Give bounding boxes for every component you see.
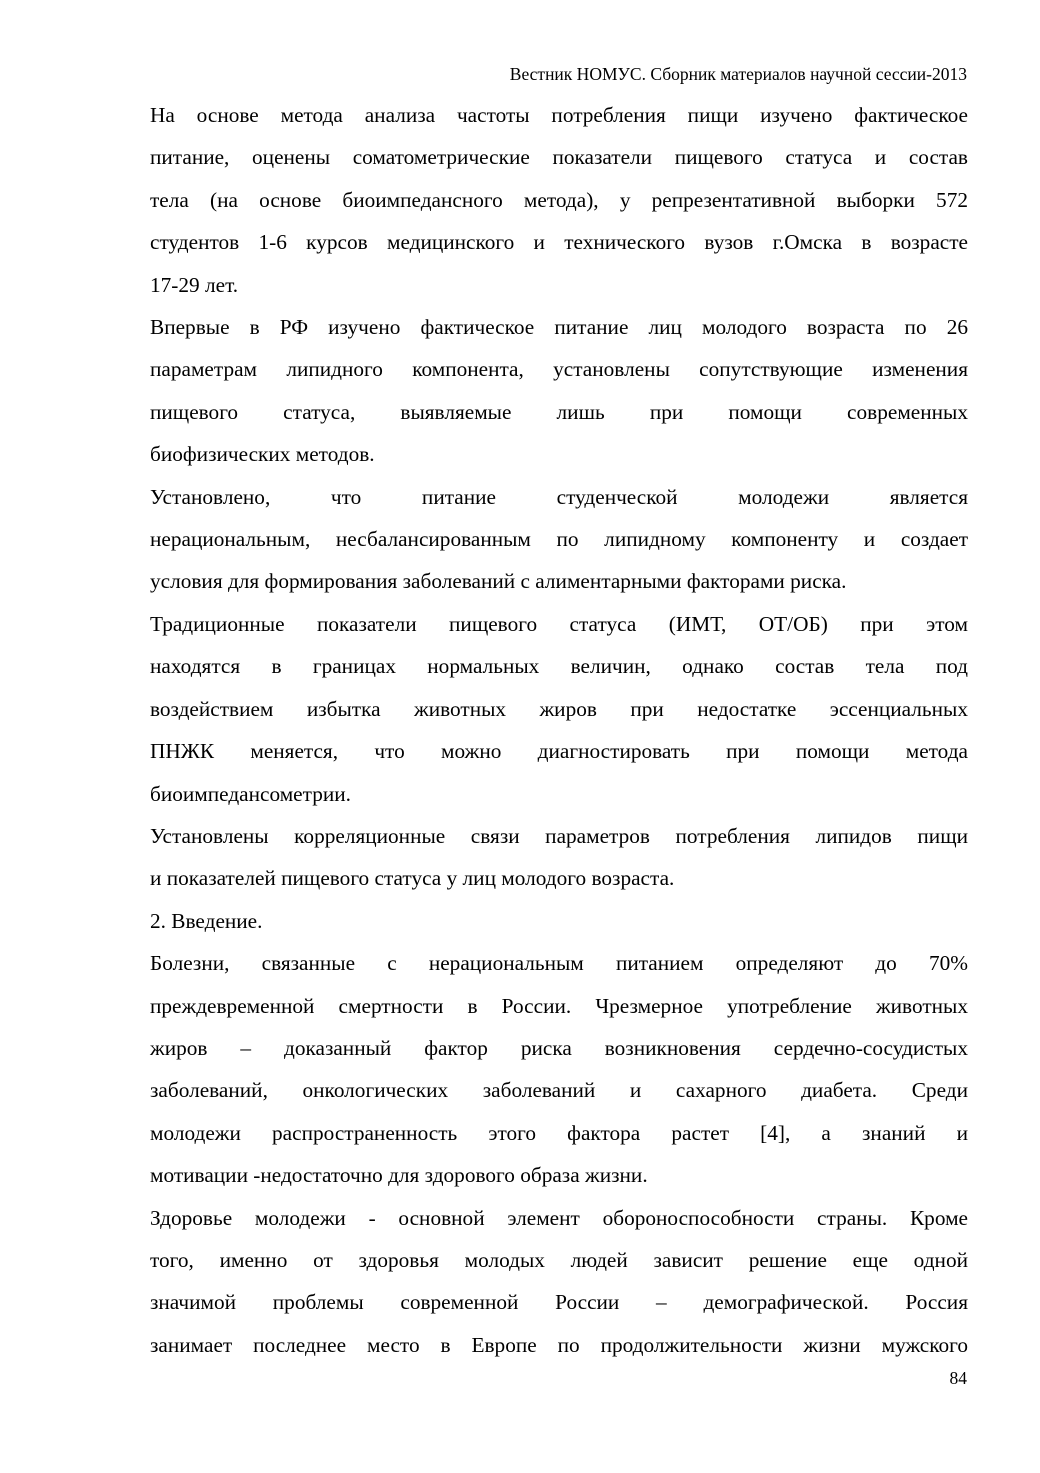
text-line: условия для формирования заболеваний с алиментарными факторами риска. — [150, 569, 847, 594]
text-line: пищевого статуса, выявляемые лишь при помощи современных — [150, 399, 968, 424]
paragraph — [150, 815, 968, 900]
text-line: заболеваний, онкологических заболеваний и сахарного диабета. Среди — [150, 1078, 968, 1103]
text-line: На основе метода анализа частоты потребления пищи изучено фактическое — [150, 103, 968, 127]
text-line: занимает последнее место в Европе по продолжительности жизни мужского — [150, 1332, 968, 1357]
text-line: Здоровье молодежи - основной элемент обороноспособности страны. Кроме — [150, 1205, 968, 1230]
text-line: того, именно от здоровья молодых людей зависит решение еще одной — [150, 1247, 968, 1272]
paragraph — [150, 1197, 968, 1367]
paragraph — [150, 942, 968, 1196]
running-header: Вестник НОМУС. Сборник материалов научной сессии-2013 — [509, 64, 967, 84]
text-line: Болезни, связанные с нерациональным питанием определяют до 70% — [150, 951, 968, 976]
body-text — [150, 94, 968, 1366]
text-line: нерациональным, несбалансированным по липидному компоненту и создает — [150, 527, 968, 552]
paragraph — [150, 603, 968, 815]
text-line: воздействием избытка животных жиров при недостатке эссенциальных — [150, 696, 968, 721]
text-line: биоимпедансометрии. — [150, 781, 351, 806]
text-line: молодежи распространенность этого фактора растет [4], а знаний и — [150, 1120, 968, 1145]
text-line: значимой проблемы современной России – демографической. Россия — [150, 1290, 968, 1315]
paragraph — [150, 94, 968, 306]
text-line: Традиционные показатели пищевого статуса (ИМТ, ОТ/ОБ) при этом — [150, 611, 968, 636]
text-line: параметрам липидного компонента, установлены сопутствующие изменения — [150, 357, 968, 382]
text-line: биофизических методов. — [150, 442, 375, 467]
text-line: Установлены корреляционные связи параметров потребления липидов пищи — [150, 823, 968, 848]
text-line: питание, оценены соматометрические показатели пищевого статуса и состав — [150, 145, 968, 170]
text-line: ПНЖК меняется, что можно диагностировать при помощи метода — [150, 739, 968, 764]
text-line: мотивации -недостаточно для здорового образа жизни. — [150, 1163, 648, 1188]
paragraph — [150, 900, 968, 942]
text-line: жиров – доказанный фактор риска возникновения сердечно-сосудистых — [150, 1035, 968, 1060]
text-line: студентов 1-6 курсов медицинского и технического вузов г.Омска в возрасте — [150, 230, 968, 255]
text-line: находятся в границах нормальных величин, однако состав тела под — [150, 654, 968, 679]
page-number: 84 — [949, 1368, 967, 1388]
paragraph — [150, 306, 968, 476]
paragraph — [150, 476, 968, 603]
text-line: 17-29 лет. — [150, 272, 239, 297]
text-line: и показателей пищевого статуса у лиц молодого возраста. — [150, 866, 675, 891]
text-line: тела (на основе биоимпедансного метода), у репрезентативной выборки 572 — [150, 187, 968, 212]
text-line: Установлено, что питание студенческой молодежи является — [150, 484, 968, 509]
text-line: Впервые в РФ изучено фактическое питание лиц молодого возраста по 26 — [150, 315, 968, 340]
text-line: преждевременной смертности в России. Чрезмерное употребление животных — [150, 993, 968, 1018]
text-line: 2. Введение. — [150, 908, 263, 933]
